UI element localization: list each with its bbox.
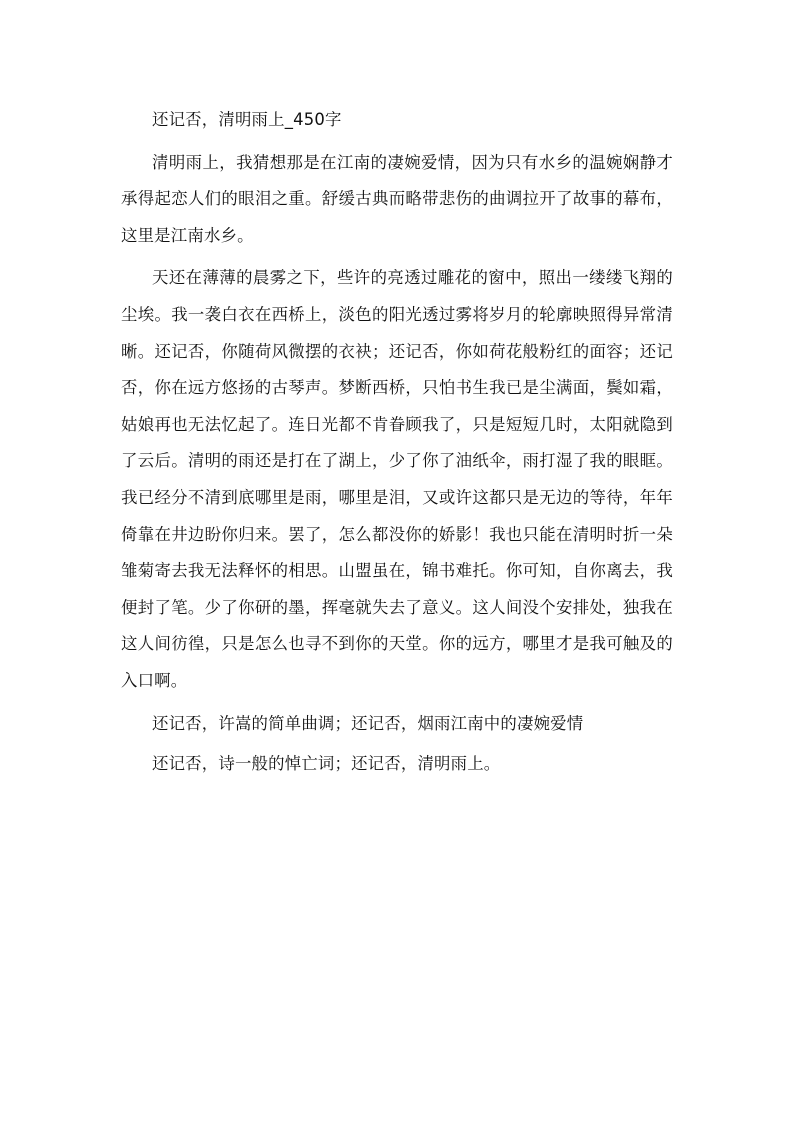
paragraph-2: 天还在薄薄的晨雾之下，些许的亮透过雕花的窗中，照出一缕缕飞翔的尘埃。我一袭白衣在西桥上，淡色的阳光透过雾将岁月的轮廓映照得异常清晰。还记否，你随荷风微摆的衣袂；还记否，你如荷花般粉红的面容；还记否，你在远方悠扬的古琴声。梦断西桥，只怕书生我已是尘满面，鬓如霜，姑娘再也无法忆起了。连日光都不肯眷顾我了，只是短短几时，太阳就隐到了云后。清明的雨还是打在了湖上，少了你了油纸伞，雨打湿了我的眼眶。我已经分不清到底哪里是雨，哪里是泪，又或许这都只是无边的等待，年年倚靠在井边盼你归来。罢了，怎么都没你的娇影！我也只能在清明时折一朵雏菊寄去我无法释怀的相思。山盟虽在，锦书难托。你可知，自你离去，我便封了笔。少了你研的墨，挥毫就失去了意义。这人间没个安排处，独我在这人间彷徨，只是怎么也寻不到你的天堂。你的远方，哪里才是我可触及的入口啊。 xyxy=(121,268,673,690)
document-body xyxy=(121,102,673,783)
paragraph-3: 还记否，许嵩的简单曲调；还记否，烟雨江南中的凄婉爱情 xyxy=(152,713,584,733)
paragraph-1: 清明雨上，我猜想那是在江南的凄婉爱情，因为只有水乡的温婉娴静才承得起恋人们的眼泪之重。舒缓古典而略带悲伤的曲调拉开了故事的幕布，这里是江南水乡。 xyxy=(121,152,673,245)
paragraph-4: 还记否，诗一般的悼亡词；还记否，清明雨上。 xyxy=(152,754,501,774)
document-title: 还记否，清明雨上_450字 xyxy=(152,110,342,129)
